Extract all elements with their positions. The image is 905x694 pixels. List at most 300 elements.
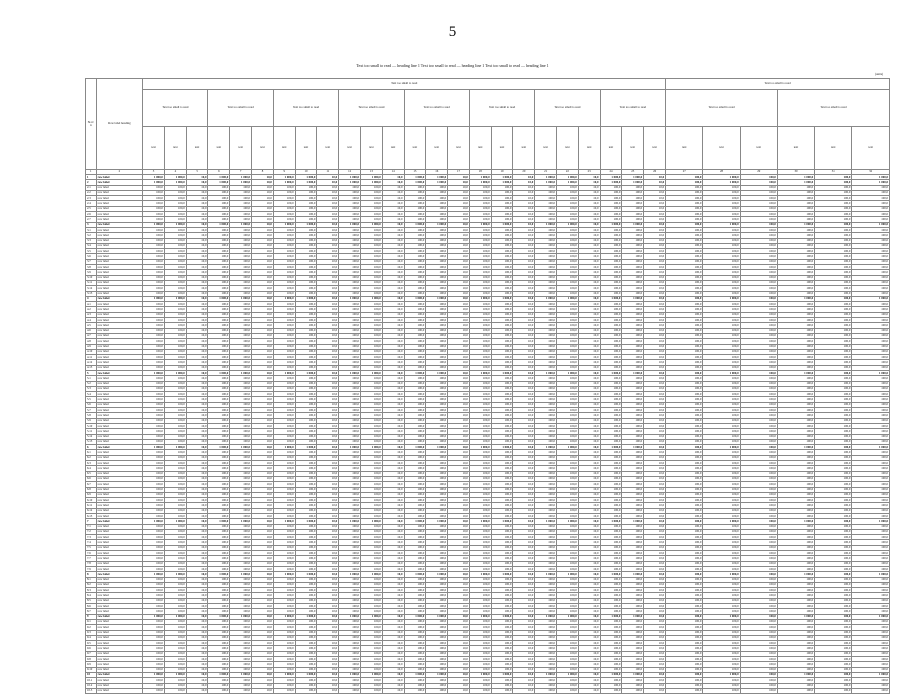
table-cell: 10,0 bbox=[382, 222, 404, 227]
table-cell: 10,0 bbox=[317, 466, 339, 471]
table-cell: 100,0 bbox=[740, 392, 777, 397]
table-cell: 100,0 bbox=[208, 482, 230, 487]
table-cell: 100,0 bbox=[600, 206, 622, 211]
table-cell: 100,0 bbox=[404, 212, 426, 217]
table-cell: 100,0 bbox=[426, 635, 448, 640]
table-cell: 100,0 bbox=[164, 503, 186, 508]
table-cell: 10,0 bbox=[448, 614, 470, 619]
table-cell: 100,0 bbox=[360, 625, 382, 630]
table-cell: 100,0 bbox=[426, 344, 448, 349]
table-cell: 100,0 bbox=[208, 625, 230, 630]
table-cell: 100,0 bbox=[295, 455, 317, 460]
table-cell: 100,0 bbox=[491, 625, 513, 630]
row-number: 9.7 bbox=[86, 651, 97, 656]
table-cell: 100,0 bbox=[404, 365, 426, 370]
table-cell: 100,0 bbox=[273, 662, 295, 667]
table-cell: 100,0 bbox=[600, 413, 622, 418]
table-cell: 100,0 bbox=[143, 492, 165, 497]
table-cell: 100,0 bbox=[777, 492, 814, 497]
table-cell: 100,0 bbox=[703, 508, 740, 513]
table-cell: 100,0 bbox=[164, 201, 186, 206]
table-cell: 1 000,0 bbox=[622, 222, 644, 227]
table-cell: 10,0 bbox=[448, 212, 470, 217]
table-cell: 100,0 bbox=[404, 582, 426, 587]
table-cell: 100,0 bbox=[815, 339, 852, 344]
table-cell: 10,0 bbox=[382, 280, 404, 285]
header-col-number: 14 bbox=[382, 170, 404, 175]
table-cell: 100,0 bbox=[208, 604, 230, 609]
table-cell: 100,0 bbox=[622, 582, 644, 587]
table-cell: 10,0 bbox=[578, 572, 600, 577]
table-cell: 100,0 bbox=[360, 482, 382, 487]
table-cell: 100,0 bbox=[703, 646, 740, 651]
table-cell: 100,0 bbox=[143, 323, 165, 328]
table-cell: 100,0 bbox=[815, 471, 852, 476]
row-number: 6 bbox=[86, 445, 97, 450]
table-cell: 100,0 bbox=[164, 524, 186, 529]
table-cell: 100,0 bbox=[777, 657, 814, 662]
table-cell: 100,0 bbox=[339, 270, 361, 275]
table-cell: 100,0 bbox=[535, 318, 557, 323]
table-cell: 100,0 bbox=[703, 318, 740, 323]
table-cell: 10,0 bbox=[317, 503, 339, 508]
table-cell: 10,0 bbox=[644, 572, 666, 577]
table-cell: 100,0 bbox=[703, 413, 740, 418]
table-cell: 10,0 bbox=[448, 688, 470, 693]
row-number: 3.2 bbox=[86, 233, 97, 238]
table-cell: 100,0 bbox=[740, 323, 777, 328]
table-cell: 10,0 bbox=[382, 370, 404, 375]
table-cell: 100,0 bbox=[703, 212, 740, 217]
table-cell: 100,0 bbox=[491, 270, 513, 275]
table-cell: 100,0 bbox=[777, 280, 814, 285]
table-cell: 100,0 bbox=[469, 545, 491, 550]
table-cell: 10,0 bbox=[186, 360, 208, 365]
table-cell: 100,0 bbox=[535, 307, 557, 312]
table-cell: 100,0 bbox=[208, 466, 230, 471]
row-name: row label bbox=[96, 413, 143, 418]
table-cell: 100,0 bbox=[556, 360, 578, 365]
table-cell: 100,0 bbox=[491, 185, 513, 190]
table-cell: 100,0 bbox=[777, 561, 814, 566]
table-cell: 100,0 bbox=[666, 196, 703, 201]
table-cell: 100,0 bbox=[208, 355, 230, 360]
table-cell: 100,0 bbox=[535, 582, 557, 587]
table-cell: 100,0 bbox=[295, 265, 317, 270]
table-cell: 100,0 bbox=[703, 471, 740, 476]
table-cell: 100,0 bbox=[208, 291, 230, 296]
table-cell: 10,0 bbox=[578, 418, 600, 423]
table-cell: 100,0 bbox=[622, 487, 644, 492]
table-cell: 100,0 bbox=[339, 646, 361, 651]
table-cell: 100,0 bbox=[600, 529, 622, 534]
table-cell: 100,0 bbox=[622, 243, 644, 248]
table-cell: 100,0 bbox=[339, 688, 361, 693]
table-cell: 100,0 bbox=[208, 402, 230, 407]
table-cell: 100,0 bbox=[815, 280, 852, 285]
table-cell: 100,0 bbox=[164, 630, 186, 635]
table-cell: 1 000,0 bbox=[426, 445, 448, 450]
table-cell: 1 000,0 bbox=[164, 175, 186, 180]
table-cell: 100,0 bbox=[360, 291, 382, 296]
table-cell: 100,0 bbox=[535, 508, 557, 513]
table-cell: 100,0 bbox=[556, 302, 578, 307]
table-cell: 10,0 bbox=[186, 307, 208, 312]
row-name: row label bbox=[96, 212, 143, 217]
table-cell: 100,0 bbox=[404, 201, 426, 206]
table-cell: 100,0 bbox=[404, 291, 426, 296]
table-cell: 10,0 bbox=[382, 323, 404, 328]
table-cell: 10,0 bbox=[317, 392, 339, 397]
table-cell: 10,0 bbox=[317, 577, 339, 582]
table-cell: 100,0 bbox=[815, 206, 852, 211]
table-cell: 10,0 bbox=[644, 514, 666, 519]
table-cell: 100,0 bbox=[777, 392, 814, 397]
table-cell: 100,0 bbox=[703, 487, 740, 492]
table-cell: 100,0 bbox=[777, 619, 814, 624]
table-cell: 100,0 bbox=[852, 598, 890, 603]
table-cell: 100,0 bbox=[469, 598, 491, 603]
table-cell: 100,0 bbox=[600, 286, 622, 291]
table-cell: 100,0 bbox=[230, 349, 252, 354]
table-cell: 1 000,0 bbox=[535, 519, 557, 524]
table-cell: 10,0 bbox=[448, 604, 470, 609]
table-cell: 100,0 bbox=[164, 561, 186, 566]
table-cell: 100,0 bbox=[491, 217, 513, 222]
table-cell: 100,0 bbox=[273, 593, 295, 598]
table-cell: 100,0 bbox=[273, 265, 295, 270]
table-cell: 100,0 bbox=[703, 503, 740, 508]
table-cell: 100,0 bbox=[556, 423, 578, 428]
table-cell: 100,0 bbox=[360, 577, 382, 582]
table-cell: 10,0 bbox=[578, 614, 600, 619]
table-cell: 100,0 bbox=[600, 662, 622, 667]
row-number: 7.5 bbox=[86, 545, 97, 550]
table-cell: 100,0 bbox=[426, 492, 448, 497]
table-cell: 100,0 bbox=[852, 476, 890, 481]
table-cell: 10,0 bbox=[317, 185, 339, 190]
table-cell: 100,0 bbox=[295, 408, 317, 413]
table-cell: 100,0 bbox=[230, 307, 252, 312]
table-cell: 100,0 bbox=[666, 455, 703, 460]
table-cell: 100,0 bbox=[230, 392, 252, 397]
table-cell: 10,0 bbox=[317, 423, 339, 428]
table-cell: 100,0 bbox=[208, 280, 230, 285]
table-cell: 10,0 bbox=[186, 556, 208, 561]
table-cell: 100,0 bbox=[666, 683, 703, 688]
table-cell: 10,0 bbox=[513, 280, 535, 285]
table-cell: 100,0 bbox=[230, 535, 252, 540]
table-cell: 100,0 bbox=[143, 397, 165, 402]
table-cell: 100,0 bbox=[360, 471, 382, 476]
table-cell: 10,0 bbox=[382, 423, 404, 428]
table-cell: 100,0 bbox=[491, 593, 513, 598]
table-cell: 100,0 bbox=[469, 323, 491, 328]
table-cell: 100,0 bbox=[469, 381, 491, 386]
table-cell: 100,0 bbox=[491, 619, 513, 624]
table-cell: 10,0 bbox=[186, 598, 208, 603]
table-cell: 100,0 bbox=[404, 455, 426, 460]
table-cell: 100,0 bbox=[230, 190, 252, 195]
table-cell: 1 000,0 bbox=[273, 180, 295, 185]
table-cell: 100,0 bbox=[491, 312, 513, 317]
table-cell: 100,0 bbox=[740, 344, 777, 349]
table-cell: 100,0 bbox=[703, 233, 740, 238]
table-cell: 100,0 bbox=[740, 196, 777, 201]
table-cell: 100,0 bbox=[143, 265, 165, 270]
table-cell: 100,0 bbox=[404, 196, 426, 201]
table-cell: 10,0 bbox=[578, 561, 600, 566]
table-cell: 100,0 bbox=[360, 556, 382, 561]
table-cell: 100,0 bbox=[703, 402, 740, 407]
table-cell: 10,0 bbox=[448, 259, 470, 264]
table-cell: 100,0 bbox=[426, 434, 448, 439]
header-col-number: 11 bbox=[317, 170, 339, 175]
table-cell: 100,0 bbox=[666, 392, 703, 397]
table-cell: 100,0 bbox=[360, 365, 382, 370]
table-cell: 100,0 bbox=[740, 630, 777, 635]
table-cell: 100,0 bbox=[666, 657, 703, 662]
header-leaf: text bbox=[666, 127, 703, 170]
table-cell: 10,0 bbox=[252, 672, 274, 677]
table-cell: 100,0 bbox=[339, 662, 361, 667]
table-cell: 10,0 bbox=[186, 185, 208, 190]
table-cell: 10,0 bbox=[252, 376, 274, 381]
table-cell: 100,0 bbox=[815, 672, 852, 677]
table-cell: 100,0 bbox=[600, 641, 622, 646]
row-number: 4.5 bbox=[86, 323, 97, 328]
table-cell: 1 000,0 bbox=[852, 519, 890, 524]
table-cell: 10,0 bbox=[578, 339, 600, 344]
table-cell: 100,0 bbox=[491, 651, 513, 656]
table-cell: 1 000,0 bbox=[273, 445, 295, 450]
table-cell: 100,0 bbox=[556, 482, 578, 487]
table-cell: 100,0 bbox=[164, 439, 186, 444]
table-cell: 100,0 bbox=[339, 561, 361, 566]
table-cell: 10,0 bbox=[578, 275, 600, 280]
table-cell: 100,0 bbox=[208, 498, 230, 503]
table-cell: 100,0 bbox=[230, 201, 252, 206]
table-cell: 100,0 bbox=[339, 535, 361, 540]
row-number: 3.10 bbox=[86, 275, 97, 280]
row-number: 2.2 bbox=[86, 190, 97, 195]
table-cell: 10,0 bbox=[578, 408, 600, 413]
table-cell: 100,0 bbox=[208, 265, 230, 270]
table-cell: 10,0 bbox=[317, 381, 339, 386]
row-number: 9.2 bbox=[86, 625, 97, 630]
table-cell: 100,0 bbox=[556, 413, 578, 418]
table-cell: 100,0 bbox=[666, 408, 703, 413]
table-cell: 100,0 bbox=[491, 551, 513, 556]
table-cell: 1 000,0 bbox=[143, 370, 165, 375]
table-cell: 100,0 bbox=[230, 328, 252, 333]
table-cell: 10,0 bbox=[448, 180, 470, 185]
table-cell: 10,0 bbox=[513, 450, 535, 455]
table-cell: 10,0 bbox=[186, 519, 208, 524]
row-number: 7.4 bbox=[86, 540, 97, 545]
table-cell: 10,0 bbox=[186, 667, 208, 672]
table-cell: 100,0 bbox=[491, 190, 513, 195]
table-cell: 1 000,0 bbox=[426, 222, 448, 227]
table-cell: 100,0 bbox=[852, 429, 890, 434]
table-cell: 100,0 bbox=[815, 355, 852, 360]
table-cell: 10,0 bbox=[252, 227, 274, 232]
table-cell: 100,0 bbox=[208, 688, 230, 693]
table-cell: 100,0 bbox=[666, 498, 703, 503]
table-cell: 100,0 bbox=[208, 545, 230, 550]
table-cell: 10,0 bbox=[448, 365, 470, 370]
table-cell: 100,0 bbox=[339, 275, 361, 280]
table-cell: 100,0 bbox=[469, 439, 491, 444]
table-cell: 10,0 bbox=[317, 175, 339, 180]
header-col-number: 4 bbox=[164, 170, 186, 175]
table-cell: 100,0 bbox=[469, 318, 491, 323]
table-cell: 1 000,0 bbox=[404, 519, 426, 524]
table-cell: 100,0 bbox=[666, 445, 703, 450]
table-cell: 100,0 bbox=[666, 577, 703, 582]
table-cell: 100,0 bbox=[815, 619, 852, 624]
table-cell: 100,0 bbox=[404, 307, 426, 312]
table-cell: 10,0 bbox=[578, 296, 600, 301]
table-cell: 10,0 bbox=[186, 434, 208, 439]
table-cell: 10,0 bbox=[186, 593, 208, 598]
table-cell: 10,0 bbox=[382, 227, 404, 232]
table-cell: 100,0 bbox=[556, 333, 578, 338]
table-cell: 100,0 bbox=[164, 556, 186, 561]
table-cell: 100,0 bbox=[556, 280, 578, 285]
table-cell: 10,0 bbox=[578, 185, 600, 190]
table-cell: 100,0 bbox=[469, 667, 491, 672]
table-cell: 10,0 bbox=[252, 482, 274, 487]
table-cell: 100,0 bbox=[815, 175, 852, 180]
table-cell: 100,0 bbox=[622, 461, 644, 466]
table-cell: 100,0 bbox=[740, 339, 777, 344]
table-cell: 100,0 bbox=[273, 312, 295, 317]
table-cell: 100,0 bbox=[491, 206, 513, 211]
table-cell: 100,0 bbox=[622, 249, 644, 254]
table-cell: 100,0 bbox=[852, 349, 890, 354]
table-cell: 100,0 bbox=[815, 328, 852, 333]
table-cell: 100,0 bbox=[777, 349, 814, 354]
table-cell: 100,0 bbox=[703, 355, 740, 360]
table-cell: 100,0 bbox=[600, 646, 622, 651]
table-cell: 100,0 bbox=[703, 381, 740, 386]
table-cell: 100,0 bbox=[208, 423, 230, 428]
table-cell: 100,0 bbox=[404, 641, 426, 646]
table-cell: 100,0 bbox=[622, 598, 644, 603]
table-cell: 10,0 bbox=[513, 349, 535, 354]
table-cell: 100,0 bbox=[777, 641, 814, 646]
table-cell: 100,0 bbox=[852, 625, 890, 630]
table-cell: 100,0 bbox=[535, 392, 557, 397]
table-cell: 10,0 bbox=[578, 678, 600, 683]
table-cell: 100,0 bbox=[852, 339, 890, 344]
table-cell: 100,0 bbox=[600, 386, 622, 391]
table-cell: 100,0 bbox=[339, 450, 361, 455]
table-cell: 10,0 bbox=[513, 461, 535, 466]
table-cell: 100,0 bbox=[777, 476, 814, 481]
table-cell: 100,0 bbox=[339, 598, 361, 603]
table-cell: 100,0 bbox=[426, 280, 448, 285]
table-cell: 100,0 bbox=[426, 524, 448, 529]
row-number: 6.8 bbox=[86, 487, 97, 492]
table-cell: 10,0 bbox=[317, 572, 339, 577]
row-number: 2.5 bbox=[86, 206, 97, 211]
table-cell: 10,0 bbox=[186, 688, 208, 693]
row-name: row label bbox=[96, 529, 143, 534]
table-cell: 100,0 bbox=[535, 280, 557, 285]
row-number: 7 bbox=[86, 519, 97, 524]
table-cell: 10,0 bbox=[578, 206, 600, 211]
table-cell: 10,0 bbox=[317, 339, 339, 344]
table-cell: 10,0 bbox=[644, 360, 666, 365]
table-cell: 10,0 bbox=[513, 355, 535, 360]
table-cell: 100,0 bbox=[852, 540, 890, 545]
table-cell: 10,0 bbox=[186, 635, 208, 640]
table-cell: 100,0 bbox=[777, 503, 814, 508]
table-cell: 10,0 bbox=[317, 641, 339, 646]
table-cell: 100,0 bbox=[740, 514, 777, 519]
table-cell: 10,0 bbox=[644, 508, 666, 513]
table-cell: 1 000,0 bbox=[703, 519, 740, 524]
table-cell: 100,0 bbox=[666, 402, 703, 407]
table-cell: 100,0 bbox=[600, 243, 622, 248]
table-cell: 100,0 bbox=[339, 323, 361, 328]
table-cell: 100,0 bbox=[556, 312, 578, 317]
table-cell: 100,0 bbox=[535, 524, 557, 529]
table-cell: 100,0 bbox=[164, 212, 186, 217]
header-leaf: text bbox=[208, 127, 230, 170]
table-cell: 100,0 bbox=[600, 270, 622, 275]
row-number: 5.7 bbox=[86, 408, 97, 413]
table-cell: 100,0 bbox=[426, 641, 448, 646]
table-cell: 10,0 bbox=[513, 646, 535, 651]
table-cell: 1 000,0 bbox=[143, 180, 165, 185]
table-cell: 100,0 bbox=[230, 318, 252, 323]
table-cell: 100,0 bbox=[339, 286, 361, 291]
table-cell: 10,0 bbox=[186, 678, 208, 683]
table-cell: 10,0 bbox=[578, 413, 600, 418]
table-cell: 100,0 bbox=[491, 466, 513, 471]
table-cell: 10,0 bbox=[186, 349, 208, 354]
table-cell: 100,0 bbox=[740, 688, 777, 693]
table-cell: 10,0 bbox=[644, 243, 666, 248]
table-cell: 10,0 bbox=[513, 614, 535, 619]
table-cell: 100,0 bbox=[777, 651, 814, 656]
table-cell: 1 000,0 bbox=[852, 296, 890, 301]
table-cell: 1 000,0 bbox=[469, 572, 491, 577]
table-cell: 100,0 bbox=[230, 503, 252, 508]
table-cell: 100,0 bbox=[143, 641, 165, 646]
table-cell: 10,0 bbox=[513, 291, 535, 296]
table-cell: 10,0 bbox=[578, 423, 600, 428]
table-cell: 100,0 bbox=[815, 439, 852, 444]
table-cell: 10,0 bbox=[578, 657, 600, 662]
table-cell: 100,0 bbox=[469, 376, 491, 381]
table-cell: 100,0 bbox=[208, 556, 230, 561]
table-cell: 100,0 bbox=[208, 196, 230, 201]
table-cell: 100,0 bbox=[703, 360, 740, 365]
table-cell: 100,0 bbox=[777, 360, 814, 365]
row-number: 9.9 bbox=[86, 662, 97, 667]
table-cell: 100,0 bbox=[556, 535, 578, 540]
table-cell: 100,0 bbox=[666, 397, 703, 402]
table-cell: 100,0 bbox=[208, 566, 230, 571]
table-cell: 100,0 bbox=[426, 604, 448, 609]
table-cell: 100,0 bbox=[230, 561, 252, 566]
table-cell: 100,0 bbox=[360, 227, 382, 232]
table-cell: 100,0 bbox=[404, 688, 426, 693]
